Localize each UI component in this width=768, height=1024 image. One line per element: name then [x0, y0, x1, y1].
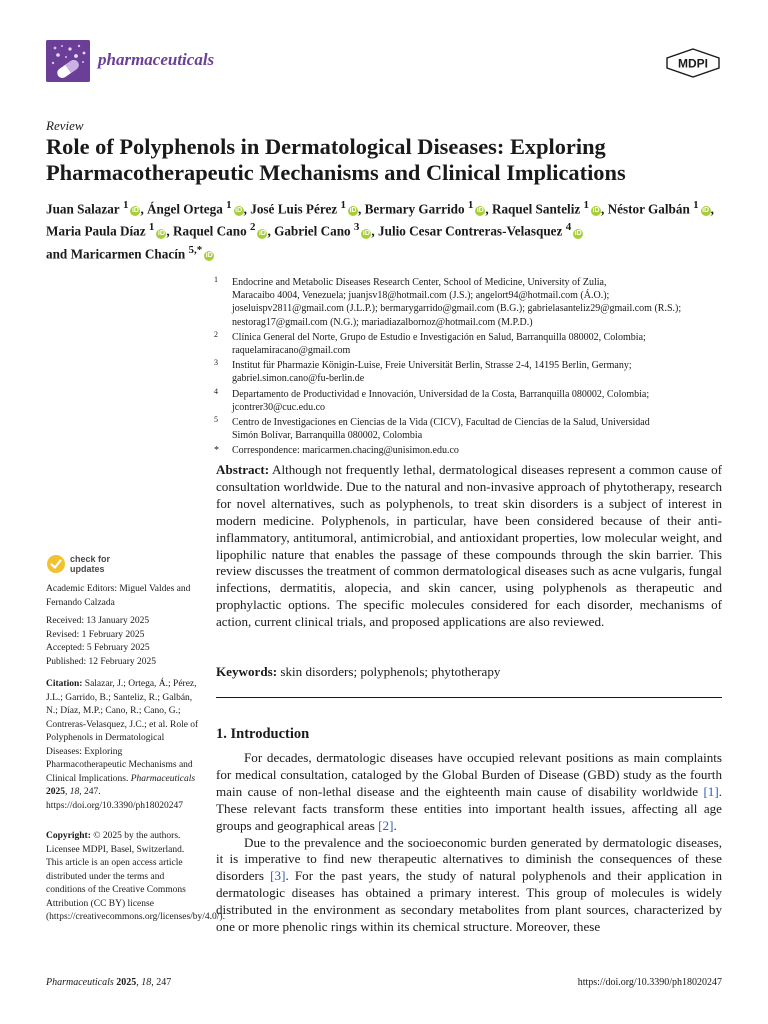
- author-affil-sup: 1: [226, 199, 232, 211]
- author-affil-sup: 2: [249, 221, 256, 234]
- citation-doi[interactable]: , 247. https://doi.org/10.3390/ph18020247: [46, 787, 184, 811]
- pharmaceuticals-logo-icon: [46, 40, 90, 82]
- check-line-1: check for: [70, 554, 111, 564]
- affiliation-item: [214, 416, 724, 442]
- affiliation-number: *: [214, 445, 219, 457]
- author-name[interactable]: Néstor Galbán: [607, 201, 690, 217]
- affiliation-line: Institut für Pharmazie Königin-Luise, Freie Universität Berlin, Strasse 2-4, 14195 Berlin, Germany;: [232, 360, 632, 372]
- author-name[interactable]: Maricarmen Chacín: [70, 246, 186, 262]
- citation-label: Citation:: [46, 679, 83, 689]
- paragraph: [216, 835, 722, 936]
- citation-journal: Pharmaceuticals: [130, 773, 196, 784]
- affiliation-line: Clínica General del Norte, Grupo de Estudio e Investigación en Salud, Barranquilla 080002, Colombia;: [232, 331, 646, 343]
- author-name[interactable]: José Luis Pérez: [250, 201, 338, 217]
- keywords-text: skin disorders; polyphenols; phytotherapy: [280, 664, 501, 679]
- orcid-icon[interactable]: iD: [702, 207, 710, 215]
- keywords-label: Keywords:: [216, 664, 278, 679]
- citation-text: Salazar, J.; Ortega, Á.; Pérez, J.L.; Garrido, B.; Santeliz, R.; Galbán, N.; Díaz, M.P.; Cano, R.; Cano, G.; Contreras-Velasquez, J.C.; et al. Role of Polyphenols in Dermatological Diseases: Exploring Pharmacotherapeutic Mechanisms and Clinical Implications.: [46, 679, 199, 784]
- copyright-block: [46, 830, 225, 925]
- academic-editors: Academic Editors: Miguel Valdes and Fernando Calzada: [46, 584, 191, 608]
- abstract-text: Although not frequently lethal, dermatological diseases represent a common cause of consultation worldwide. Due to the natural and non-invasive approach of phytotherapy, research for novel alternatives, such as polyphenols, to treat skin disorders is a subject of interest in modern medicine. Polyphenols, in particular, have been considered because of their anti-inflammatory, antitumoral, antimicrobial, and antioxidant properties, low molecular weight, and lipophilic nature that enables the passage of these compounds through the skin barrier. This review discusses the treatment of common dermatological diseases such as acne vulgaris, fungal infections, dermatitis, alopecia, and skin cancer, using polyphenols as therapeutic and prophylactic options. The specific molecules considered for each disorder, mechanisms of action, current clinical trials, and proposed applications are also reviewed.: [216, 462, 722, 630]
- author-name[interactable]: Raquel Cano: [173, 223, 247, 239]
- affiliation-number: 4: [214, 386, 218, 396]
- revised-date: Revised: 1 February 2025: [46, 629, 145, 640]
- paragraph-text: For decades, dermatologic diseases have occupied relevant positions as main complaints for medical consultation, cataloged by the Global Burden of Disease (GBD) study as the fourth main cause of non-lethal disease and the eighteenth main cause of disability worldwide: [216, 750, 722, 799]
- affiliation-line: gabriel.simon.cano@fu-berlin.de: [232, 373, 365, 385]
- affiliation-line: Endocrine and Metabolic Diseases Research Center, School of Medicine, University of Zulia,: [232, 277, 607, 288]
- author-affil-sup: 3: [353, 221, 360, 234]
- author-affil-sup: 1: [148, 221, 155, 234]
- citation-block: Citation: Salazar, J.; Ortega, Á.; Pérez, J.L.; Garrido, B.; Santeliz, R.; Galbán, N.; Díaz, M.P.; Cano, R.; Cano, G.; Contreras-Velasquez, J.C.; et al. Role of Polyphenols in Dermatological Diseases: Exploring Pharmacotherapeutic Mechanisms and Clinical Implications. Pharmaceuticals 2025, 18, 247. https://doi.org/10.3390/ph18020247: [46, 679, 199, 811]
- published-date: Published: 12 February 2025: [46, 656, 157, 667]
- author-name[interactable]: Julio Cesar Contreras-Velasquez: [378, 223, 563, 239]
- author-affil-sup: 1: [467, 199, 474, 211]
- footer-citation: Pharmaceuticals 2025, 18, 247: [46, 977, 172, 988]
- author-name[interactable]: Raquel Santeliz: [491, 201, 581, 217]
- affiliation-line: Centro de Investigaciones en Ciencias de la Vida (CICV), Facultad de Ciencias de la Salud, Universidad: [232, 417, 650, 429]
- affiliation-item: [214, 388, 724, 414]
- paragraph-text: Due to the prevalence and the socioeconomic burden generated by dermatologic diseases, it is imperative to find new therapeutic alternatives to diminish the consequences of these disorders: [216, 834, 722, 884]
- paragraph-text: .: [393, 817, 397, 833]
- citation-year: 2025: [46, 787, 65, 797]
- author-list: Juan Salazar $^1$ iD , Ángel Ortega $^1$ iD , José Luis Pérez $^1$ iD , Bermary Garrido $^1$ iD , Raquel Santeliz $^1$ iD , Néstor Galbán $^1$ iD , Maria Paula Díaz $^1$ iD , Raquel Cano $^2$ iD , Gabriel Cano $^3$ iD , Julio Cesar Contreras-Velasquez $^4$ iD and Maricarmen Chacín $^{5,*}$ iD: [46, 199, 714, 262]
- affiliation-number: 2: [214, 329, 218, 339]
- footer-doi[interactable]: https://doi.org/10.3390/ph18020247: [577, 977, 722, 988]
- affiliation-line: Maracaibo 4004, Venezuela; juanjsv18@hotmail.com (J.S.); angelort94@hotmail.com (Á.O.);: [232, 290, 610, 302]
- orcid-icon[interactable]: iD: [574, 229, 582, 237]
- citation-link[interactable]: [3]: [270, 868, 286, 884]
- citation-volume: 18: [69, 787, 80, 797]
- check-for-updates-icon: [46, 554, 66, 574]
- footer-page: 247: [156, 977, 172, 988]
- orcid-icon[interactable]: iD: [157, 229, 165, 237]
- correspondence-line[interactable]: Correspondence: maricarmen.chacing@unisimon.edu.co: [232, 445, 459, 457]
- affiliations: [214, 276, 724, 458]
- mdpi-logo-icon: [665, 48, 721, 78]
- author-name[interactable]: Juan Salazar: [46, 201, 120, 217]
- affiliation-number: 3: [214, 358, 218, 368]
- journal-name: pharmaceuticals: [98, 50, 215, 69]
- paragraph-text: . For the past years, the study of natural polyphenols and their application in dermatologic diseases has obtained a primary interest. This group of molecules is widely distributed in the environment as secondary metabolites from plant sources, characterized by one or more phenolic rings within its chemical structure. Moreover, these: [216, 868, 722, 935]
- authors-and: and: [46, 246, 68, 262]
- introduction-body: [216, 750, 722, 936]
- title-line-1: Role of Polyphenols in Dermatological Diseases: Exploring: [46, 134, 606, 159]
- article-dates: [46, 615, 202, 669]
- check-for-updates[interactable]: [46, 553, 166, 579]
- journal-logo: [46, 40, 90, 82]
- affiliation-item: [214, 444, 724, 457]
- orcid-icon[interactable]: iD: [235, 207, 243, 215]
- affiliation-item: [214, 276, 724, 329]
- orcid-icon[interactable]: iD: [349, 207, 357, 215]
- keywords: [216, 664, 722, 680]
- article-type: Review: [46, 118, 84, 133]
- footer-year: 2025: [116, 977, 137, 988]
- check-line-2: updates: [70, 564, 105, 574]
- author-affil-sup: 5,*: [188, 243, 203, 256]
- section-divider: [216, 697, 722, 698]
- orcid-icon[interactable]: iD: [476, 207, 484, 215]
- copyright-label: Copyright:: [46, 831, 91, 841]
- footer-volume: 18: [141, 977, 152, 988]
- citation-link[interactable]: [1]: [703, 783, 719, 799]
- author-affil-sup: 1: [693, 199, 699, 211]
- author-affil-sup: 1: [583, 199, 590, 211]
- affiliation-number: 5: [214, 415, 218, 425]
- author-affil-sup: 4: [565, 221, 572, 234]
- affiliation-line: Departamento de Productividad e Innovación, Universidad de la Costa, Barranquilla 080002, Colombia;: [232, 388, 650, 400]
- paragraph: [216, 750, 722, 835]
- citation-link[interactable]: [2]: [378, 817, 394, 833]
- check-for-updates-label: [70, 554, 110, 574]
- orcid-icon[interactable]: iD: [258, 229, 266, 237]
- affiliation-line: raquelamiracano@gmail.com: [232, 345, 351, 357]
- affiliation-line: nestorag17@gmail.com (N.G.); mariadiazalbornoz@hotmail.com (M.P.D.): [232, 316, 533, 328]
- affiliation-item: [214, 331, 724, 357]
- received-date: Received: 13 January 2025: [46, 616, 150, 626]
- orcid-icon[interactable]: iD: [131, 207, 139, 215]
- article-title: [46, 134, 726, 186]
- publisher-name: MDPI: [678, 56, 708, 71]
- author-name[interactable]: Bermary Garrido: [364, 201, 465, 217]
- affiliation-line: jcontrer30@cuc.edu.co: [232, 401, 326, 413]
- affiliation-item: [214, 359, 724, 385]
- author-name[interactable]: Maria Paula Díaz: [46, 223, 146, 239]
- accepted-date: Accepted: 5 February 2025: [46, 643, 150, 653]
- abstract: [216, 462, 722, 631]
- copyright-text: © 2025 by the authors. Licensee MDPI, Basel, Switzerland. This article is an open access article distributed under the terms and conditions of the Creative Commons Attribution (CC BY) license (https://creativecommons.org/licenses/by/4.0/).: [46, 831, 225, 922]
- author-affil-sup: 1: [340, 199, 346, 211]
- orcid-icon[interactable]: iD: [592, 207, 600, 215]
- footer-journal: Pharmaceuticals: [46, 977, 114, 988]
- affiliation-line: joseluispv2811@gmail.com (J.L.P.); bermarygarrido@gmail.com (B.G.); gabrielasanteliz29@gmail.com (R.S.);: [232, 303, 682, 315]
- affiliation-line: Simón Bolívar, Barranquilla 080002, Colombia: [232, 430, 423, 442]
- mdpi-logo: [665, 48, 721, 78]
- paragraph-text: . These relevant facts transform these entities into important health issues, affecting all age groups and geographical areas: [216, 783, 722, 833]
- author-affil-sup: 1: [122, 199, 129, 211]
- abstract-label: Abstract:: [216, 462, 270, 477]
- author-name[interactable]: Gabriel Cano: [274, 223, 351, 239]
- section-heading: 1. Introduction: [216, 726, 310, 742]
- title-line-2: Pharmacotherapeutic Mechanisms and Clinical Implications: [46, 160, 626, 185]
- orcid-icon[interactable]: iD: [362, 229, 370, 237]
- affiliation-number: 1: [214, 275, 218, 284]
- orcid-icon[interactable]: iD: [205, 252, 213, 260]
- author-name[interactable]: Ángel Ortega: [147, 201, 223, 217]
